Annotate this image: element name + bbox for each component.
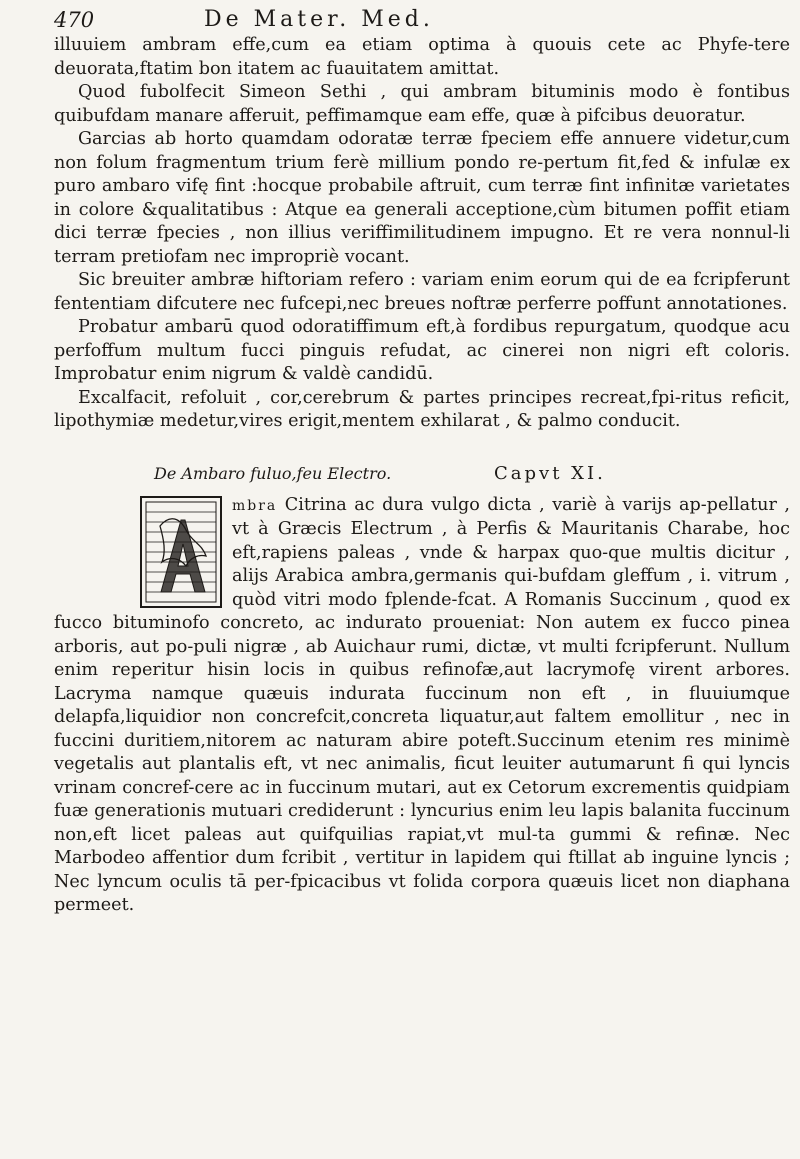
paragraph: Garcias ab horto quamdam odoratæ terræ fpeciem effe annuere videtur,cum non folum fragmentum trium ferè millium pondo re-pertum fit,fed & infulæ ex puro ambaro vifę fint :hocque probabile aftruit, cum terræ fint infinitæ varietates in colore &qualitatibus : Atque ea generali acceptione,cùm bitumen poffit etiam dici terræ fpecies , non illius veriffimilitudinem impugno. Et re vera nonnul-li terram pretiofam nec impropriè vocant. [54,129,790,267]
paragraph: Excalfacit, refoluit , cor,cerebrum & partes principes recreat,fpi-ritus reficit, lipothymiæ medetur,vires erigit,mentem exhilarat , & palmo conducit. [54,387,790,431]
page-number: 470 [54,8,95,32]
paragraph: Quod fubolfecit Simeon Sethi , qui ambram bituminis modo è fontibus quibufdam manare afferuit, peffimamque eam effe, quæ à pifcibus deuoratur. [54,82,790,126]
chapter-title: De Ambaro fuluo,feu Electro. [154,463,392,483]
paragraph: Sic breuiter ambræ hiftoriam refero : variam enim eorum qui de ea fcripferunt fententiam difcutere nec fufcepi,nec breues noftræ perferre poffunt annotationes. [54,270,790,314]
running-title: De Mater. Med. [204,7,434,32]
ornamental-initial-icon [140,496,222,608]
decorated-initial [140,496,222,608]
chapter-heading [54,454,790,494]
paragraph: illuuiem ambram effe,cum ea etiam optima à quouis cete ac Phyfe-tere deuorata,ftatim bon itatem ac fuauitatem amittat. [54,35,790,79]
paragraph: Probatur ambarū quod odoratiffimum eft,à fordibus repurgatum, quodque acu perfoffum multum fucci pinguis refudat, ac cinerei non nigri eft coloris. Improbatur enim nigrum & valdè candidū. [54,317,790,384]
opening-word: mbra [232,497,278,514]
chapter-number: Capvt XI. [494,462,606,484]
top-text-block [54,34,790,434]
running-head [54,6,790,34]
chapter-paragraph: Citrina ac dura vulgo dicta , variè à varijs ap-pellatur , vt à Græcis Electrum , à Perfis & Mauritanis Charabe, hoc eft,rapiens paleas , vnde & harpax quo-que multis dicitur , alijs Arabica ambra,germanis qui-bufdam gleffum , i. vitrum , quòd vitri modo fplende-fcat. A Romanis Succinum , quod ex fucco bituminofo concreto, ac indurato proueniat: Non autem ex fucco pinea arboris, aut po-puli nigræ , ab Auichaur rumi, dictæ, vt multi fcripferunt. Nullum enim reperitur hisin locis in quibus refinofæ,aut lacrymofę virent arbores. Lacryma namque quæuis indurata fuccinum non eft , in fluuiumque delapfa,liquidior non concrefcit,concreta liquatur,aut faltem emollitur , nec in fuccini duritiem,nitorem ac naturam abire poteft.Succinum etenim res minimè vegetalis aut plantalis eft, vt nec animalis, ficut leuiter autumarunt fi qui lyncis vrinam concref-cere ac in fuccinum mutari, aut ex Cetorum excrementis quidpiam fuæ generationis mutuari crediderunt : lyncurius enim leu lapis balanita fuccinum non,eft licet paleas aut quifquilias rapiat,vt mul-ta gummi & refinæ. Nec Marbodeo affentior dum fcribit , vertitur in lapidem qui ftillat ab inguine lyncis ; Nec lyncum oculis tā per-fpicacibus vt folida corpora quæuis licet non diaphana permeet. [54,494,790,915]
chapter-body [54,494,790,918]
